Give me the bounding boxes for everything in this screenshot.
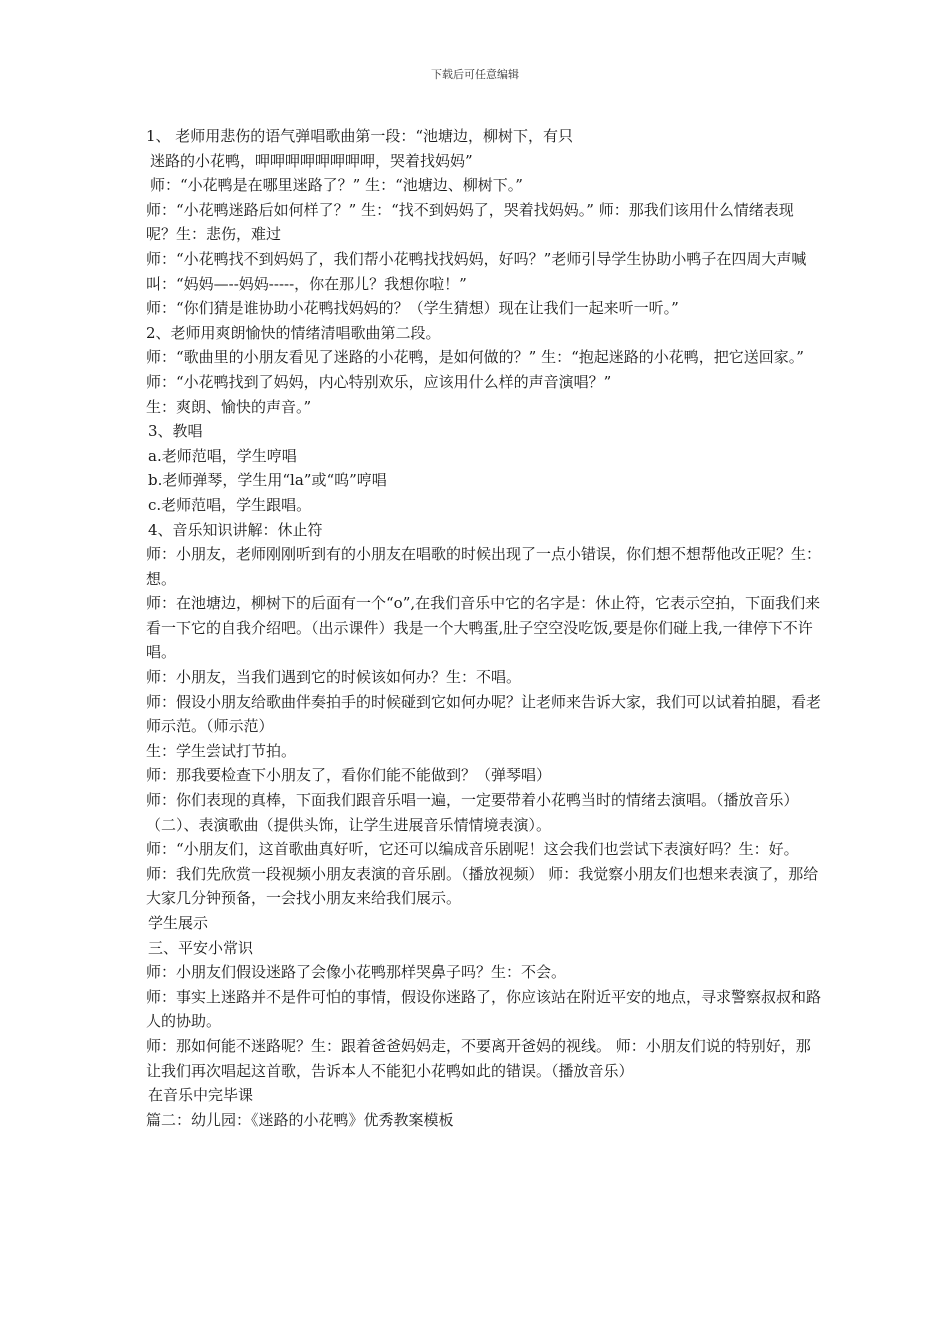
page-header: 下载后可任意编辑	[431, 68, 519, 81]
paragraph: 迷路的小花鸭，呷呷呷呷呷呷呷呷，哭着找妈妈”	[150, 151, 473, 170]
paragraph: 师：我们先欣赏一段视频小朋友表演的音乐剧。（播放视频） 师：我觉察小朋友们也想来表演了，那给大家几分钟预备，一会找小朋友来给我们展示。	[146, 864, 819, 908]
paragraph: a.老师范唱，学生哼唱	[148, 446, 297, 465]
paragraph: 2、老师用爽朗愉快的情绪清唱歌曲第二段。	[146, 323, 441, 342]
paragraph: c.老师范唱，学生跟唱。	[148, 495, 312, 514]
paragraph: 师：“小花鸭找到了妈妈，内心特别欢乐，应该用什么样的声音演唱？”	[146, 372, 612, 391]
paragraph: 师：“小花鸭是在哪里迷路了？” 生：“池塘边、柳树下。”	[150, 176, 523, 195]
paragraph: 师：事实上迷路并不是件可怕的事情，假设你迷路了，你应该站在附近平安的地点，寻求警察叔叔和路人的协助。	[146, 987, 822, 1031]
paragraph: 师：“小朋友们，这首歌曲真好听，它还可以编成音乐剧呢！这会我们也尝试下表演好吗？生：好。	[146, 840, 799, 859]
paragraph: 师：在池塘边，柳树下的后面有一个“o”,在我们音乐中它的名字是：休止符，它表示空拍，下面我们来看一下它的自我介绍吧。（出示课件）我是一个大鸭蛋,肚子空空没吃饭,要是你们碰上我,一律停下不许唱。	[146, 594, 821, 662]
paragraph: 师：“你们猜是谁协助小花鸭找妈妈的？（学生猜想）现在让我们一起来听一听。”	[146, 299, 679, 318]
paragraph: 师：那如何能不迷路呢？生：跟着爸爸妈妈走，不要离开爸妈的视线。 师：小朋友们说的特别好，那让我们再次唱起这首歌，告诉本人不能犯小花鸭如此的错误。（播放音乐）	[146, 1036, 811, 1080]
paragraph: 师：“小花鸭迷路后如何样了？” 生：“找不到妈妈了，哭着找妈妈。” 师：那我们该用什么情绪表现呢？生：悲伤，难过	[146, 200, 794, 244]
paragraph: 学生展示	[148, 914, 209, 932]
paragraph: 三、平安小常识	[148, 938, 254, 957]
paragraph: 师：假设小朋友给歌曲伴奏拍手的时候碰到它如何办呢？让老师来告诉大家，我们可以试着拍腿，看老师示范。（师示范）	[146, 692, 822, 736]
paragraph: 3、教唱	[148, 422, 203, 441]
paragraph: 篇二：幼儿园：《迷路的小花鸭》优秀教案模板	[146, 1110, 454, 1129]
paragraph: 生：学生尝试打节拍。	[146, 741, 297, 760]
paragraph: 师：小朋友，老师刚刚听到有的小朋友在唱歌的时候出现了一点小错误，你们想不想帮他改正呢？生：想。	[146, 545, 822, 588]
paragraph: 师：你们表现的真棒，下面我们跟音乐唱一遍，一定要带着小花鸭当时的情绪去演唱。（播放音乐）	[146, 791, 799, 810]
paragraph: 4、音乐知识讲解：休止符	[148, 520, 323, 539]
paragraph: 师：“歌曲里的小朋友看见了迷路的小花鸭，是如何做的？” 生：“抱起迷路的小花鸭，把它送回家。”	[146, 348, 804, 367]
paragraph: 师：“小花鸭找不到妈妈了，我们帮小花鸭找找妈妈，好吗？”老师引导学生协助小鸭子在四周大声喊叫：“妈妈—--妈妈-----，你在那儿？我想你啦！”	[146, 249, 807, 293]
paragraph: 师：小朋友，当我们遇到它的时候该如何办？生：不唱。	[146, 668, 522, 687]
paragraph: 1、 老师用悲伤的语气弹唱歌曲第一段：“池塘边，柳树下，有只	[146, 127, 573, 145]
paragraph: 师：小朋友们假设迷路了会像小花鸭那样哭鼻子吗？生：不会。	[146, 963, 567, 982]
paragraph: 在音乐中完毕课	[148, 1086, 254, 1105]
paragraph: b.老师弹琴，学生用“la”或“呜”哼唱	[148, 471, 387, 490]
paragraph: 师：那我要检查下小朋友了，看你们能不能做到？（弹琴唱）	[146, 766, 552, 785]
paragraph: （二）、表演歌曲（提供头饰，让学生进展音乐情情境表演）。	[146, 815, 552, 834]
document-body	[146, 124, 822, 1132]
paragraph: 生：爽朗、愉快的声音。”	[146, 397, 312, 416]
